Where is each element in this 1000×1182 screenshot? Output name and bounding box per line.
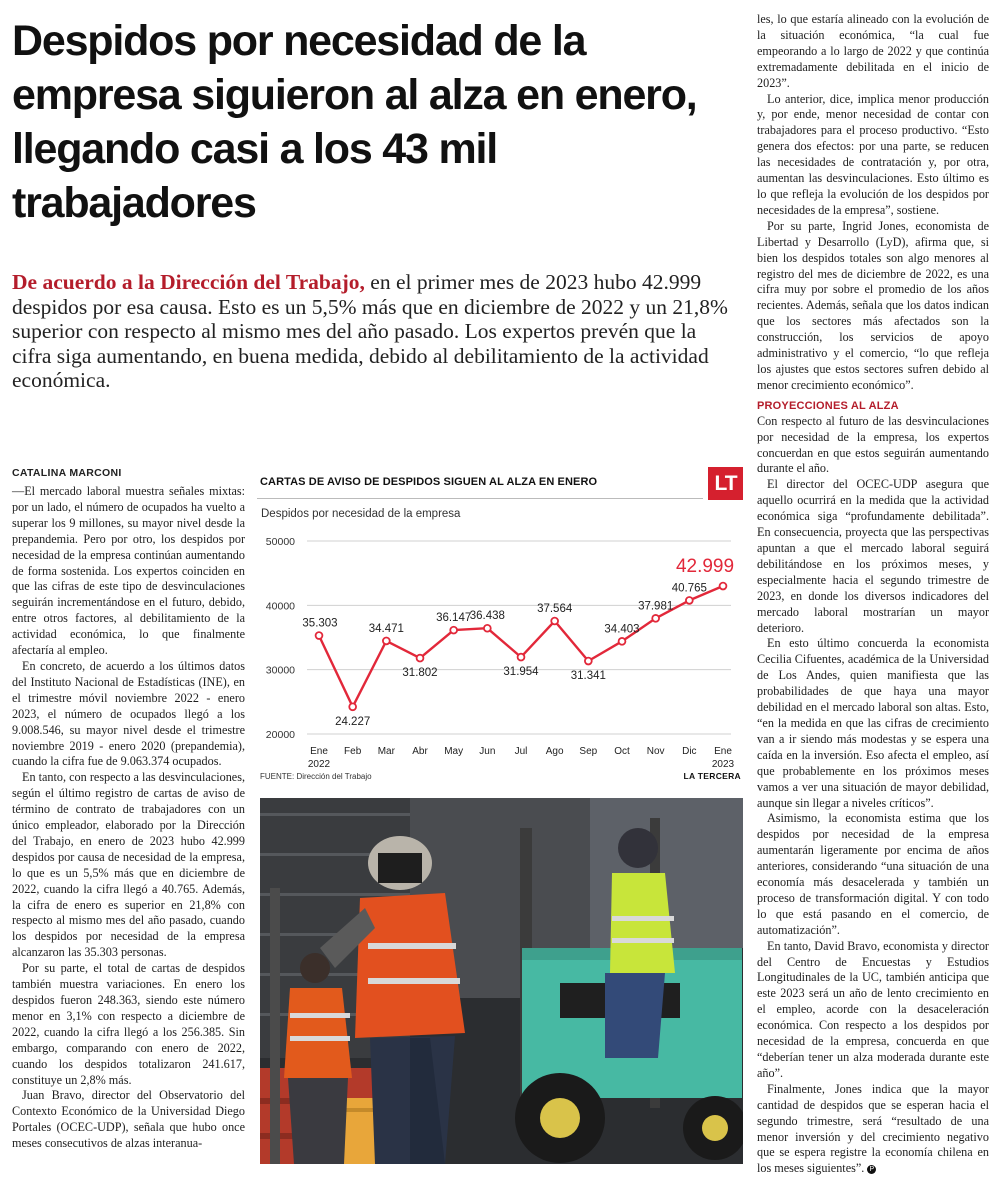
- body-column-left: [12, 484, 245, 1152]
- x-tick-label: Mar: [377, 746, 395, 757]
- body-paragraph: les, lo que estaría alineado con la evolución de la situación económica, “la cual fue empeorando a lo largo de 2022 y que continúa extremadamente debilitada en el inicio de 2023”.: [757, 12, 989, 90]
- data-point: [551, 618, 558, 625]
- chart-title: CARTAS DE AVISO DE DESPIDOS SIGUEN AL ALZA EN ENERO: [260, 476, 598, 488]
- x-tick-label: Dic: [682, 746, 697, 757]
- data-point: [652, 615, 659, 622]
- data-point: [484, 625, 491, 632]
- data-label: 40.765: [671, 582, 707, 595]
- subheading: PROYECCIONES AL ALZA: [757, 399, 899, 412]
- data-label: 34.471: [368, 622, 404, 635]
- x-tick-label: Sep: [579, 746, 598, 757]
- chart-title-rule: [257, 498, 703, 499]
- body-paragraph: Juan Bravo, director del Observatorio del Contexto Económico de la Universidad Diego Portales (OCEC-UDP), señala que hubo once meses consecutivos de alzas interanua-: [12, 1088, 245, 1151]
- x-tick-label: Jul: [514, 746, 528, 757]
- data-point: [686, 597, 693, 604]
- body-paragraph: En tanto, David Bravo, economista y director del Centro de Encuestas y Estudios Longitudinales de la UC, también anticipa que este 2023 será un año de lento crecimiento en el empleo, acorde con la desaceleración económica. Con respecto a los despidos por necesidad de la empresa, concuerda en que “deberían tener un alza moderada durante este año”.: [757, 938, 989, 1080]
- data-label: 35.303: [302, 617, 338, 630]
- data-point: [619, 638, 626, 645]
- lead-paragraph: [12, 270, 740, 393]
- data-point: [720, 583, 727, 590]
- lead-text: en el primer mes de 2023 hubo 42.999 despidos por esa causa. Esto es un 5,5% más que en diciembre de 2022 y un 21,8% superior con respecto al mismo mes del año pasado. Los expertos prevén que la cifra siga aumentando, en buena medida, debido al debilitamiento de la actividad económica.: [12, 270, 728, 392]
- highlight-data-label: 42.999: [675, 556, 735, 578]
- data-point: [450, 627, 457, 634]
- x-tick-label: Ago: [545, 746, 564, 757]
- chart-brand: LA TERCERA: [683, 771, 741, 781]
- data-label: 36.438: [469, 610, 505, 623]
- data-label: 24.227: [335, 715, 371, 728]
- data-point: [518, 654, 525, 661]
- x-tick-label: Oct: [614, 746, 630, 757]
- forklift-photo: [260, 798, 743, 1164]
- chart: [257, 466, 743, 784]
- y-tick-label: 20000: [265, 729, 295, 741]
- data-point: [349, 703, 356, 710]
- lead-accent: De acuerdo a la Dirección del Trabajo,: [12, 270, 365, 294]
- x-tick-label: Nov: [646, 746, 665, 757]
- data-label: 37.564: [537, 603, 573, 616]
- chart-source: FUENTE: Dirección del Trabajo: [260, 772, 372, 781]
- data-label: 37.981: [638, 600, 674, 613]
- body-paragraph: —El mercado laboral muestra señales mixtas: por un lado, el número de ocupados ha vuelto a superar los 9 millones, su mayor nivel desde la prepandemia. Pero por otro, los despidos por necesidad de la empresa continúan aumentando de forma sostenida. Los expertos coinciden en que las cifras de este tipo de desvinculaciones seguirán incrementándose en el futuro, debido, entre otros factores, al debilitamiento de la actividad económica, lo que finalmente afectaría al empleo.: [12, 484, 245, 658]
- body-paragraph: Con respecto al futuro de las desvinculaciones por necesidad de la empresa, los expertos concuerdan en que estos seguirán aumentando durante el año.: [757, 413, 989, 476]
- data-point: [383, 638, 390, 645]
- byline: CATALINA MARCONI: [12, 467, 122, 479]
- body-paragraph: En esto último concuerda la economista Cecilia Cifuentes, académica de la Universidad de Los Andes, quien manifiesta que las probabilidades de que haya una mayor debilidad en el mercado laboral son altas. Esto, “en la medida en que las cifras de crecimiento van a ir siendo más modestas y se espera una caída en la inversión. Eso afecta el empleo, así que probablemente en los próximos meses vamos a ver una situación de mayor debilidad, aunque sin llegar a niveles críticos”.: [757, 636, 989, 810]
- body-paragraph: [757, 1082, 989, 1177]
- end-mark-icon: P: [867, 1165, 876, 1174]
- data-label: 34.403: [604, 623, 640, 636]
- data-point: [585, 658, 592, 665]
- data-label: 36.147: [436, 612, 472, 625]
- data-point: [316, 632, 323, 639]
- la-tercera-logo: LT: [708, 467, 743, 500]
- body-paragraph: El director del OCEC-UDP asegura que aquello ocurrirá en la medida que la actividad económica siga “profundamente debilitada”. En consecuencia, proyecta que las perspectivas apuntan a que el mercado laboral seguirá debilitándose en los próximos meses, y especialmente hacia el segundo trimestre de 2023, en donde los diversos indicadores del mercado laboral mostrarían un mayor deterioro.: [757, 477, 989, 635]
- data-label: 31.341: [570, 670, 606, 683]
- x-tick-year-label: 2023: [711, 759, 735, 770]
- body-paragraph: En concreto, de acuerdo a los últimos datos del Instituto Nacional de Estadísticas (INE), en el trimestre móvil noviembre 2022 - enero 2023, el número de ocupados llegó a los 9.008.546, su mayor nivel desde el trimestre noviembre 2019 - enero 2020 (prepandemia), cuando la cifra fue de 9.063.374 ocupados.: [12, 658, 245, 769]
- x-tick-label: May: [444, 746, 464, 757]
- x-tick-label: Abr: [412, 746, 428, 757]
- x-tick-year-label: 2022: [307, 759, 331, 770]
- x-tick-label: Ene: [714, 746, 732, 757]
- body-paragraph: Asimismo, la economista estima que los despidos por necesidad de la empresa aumentarán ligeramente por encima de años anteriores, considerando “una situación de una economía más desacelerada y también un proceso de transformación digital. Y con todo lo que está pasando en el comercio, de automatización”.: [757, 811, 989, 937]
- chart-subtitle: Despidos por necesidad de la empresa: [261, 508, 461, 520]
- x-tick-label: Ene: [310, 746, 328, 757]
- body-paragraph: Por su parte, Ingrid Jones, economista de Libertad y Desarrollo (LyD), afirma que, si bien los despidos totales son algo menores al registro del mes de diciembre de 2022, es una cifra muy por sobre el promedio de los años recientes. Además, señala que los datos indican que los sectores más afectados son la construcción, los servicios de apoyo administrativo y el comercio, “lo que refleja los ajustes que estos sectores sufren debido al menor crecimiento económico”.: [757, 218, 989, 392]
- body-paragraph: Lo anterior, dice, implica menor producción y, por ende, menor necesidad de contar con trabajadores para el proceso productivo. “Esto genera dos efectos: por una parte, se reducen las necesidades de contratación y, por otra, aumentan las desvinculaciones. Esto último es lo que refleja la evolución de los despidos por necesidades de la empresa”, sostiene.: [757, 91, 989, 217]
- data-point: [417, 655, 424, 662]
- final-paragraph-text: Finalmente, Jones indica que la mayor cantidad de despidos que se esperan hacia el segundo trimestre, será “resultado de una menor inversión y del crecimiento negativo que se espera registre la economía chilena en los meses siguientes”.: [757, 1081, 989, 1176]
- x-tick-label: Feb: [344, 746, 362, 757]
- y-tick-label: 40000: [265, 600, 295, 613]
- y-tick-label: 50000: [265, 536, 295, 548]
- x-tick-label: Jun: [479, 746, 496, 757]
- data-label: 31.954: [503, 666, 539, 679]
- y-tick-label: 30000: [265, 664, 295, 677]
- body-paragraph: En tanto, con respecto a las desvinculaciones, según el último registro de cartas de aviso de término de contrato de trabajadores con un único empleador, elaborado por la Dirección del Trabajo, en enero de 2023 hubo 42.999 despidos por causa de necesidad de la empresa, lo que es un 5,5% más que en diciembre de 2022, cuando la cifra llegó a 40.765. Además, la cifra de enero es superior en 21,8% con respecto al mismo mes del año pasado, cuando los despidos por necesidad de la empresa alcanzaron las 35.303 personas.: [12, 770, 245, 960]
- data-label: 31.802: [402, 667, 438, 680]
- body-column-right: [757, 12, 989, 1177]
- headline: Despidos por necesidad de la empresa siguieron al alza en enero, llegando casi a los 43 mil trabajadores: [12, 17, 697, 227]
- line-chart: [257, 526, 743, 770]
- body-paragraph: Por su parte, el total de cartas de despidos también muestra variaciones. En enero los despidos fueron 248.363, siendo este número menor en 3,1% con respecto a diciembre de 2022, cuando la cifra llegó a los 256.385. Sin embargo, comparando con enero de 2022, cuando los despidos totalizaron 241.617, constituye un 2,8% más.: [12, 961, 245, 1087]
